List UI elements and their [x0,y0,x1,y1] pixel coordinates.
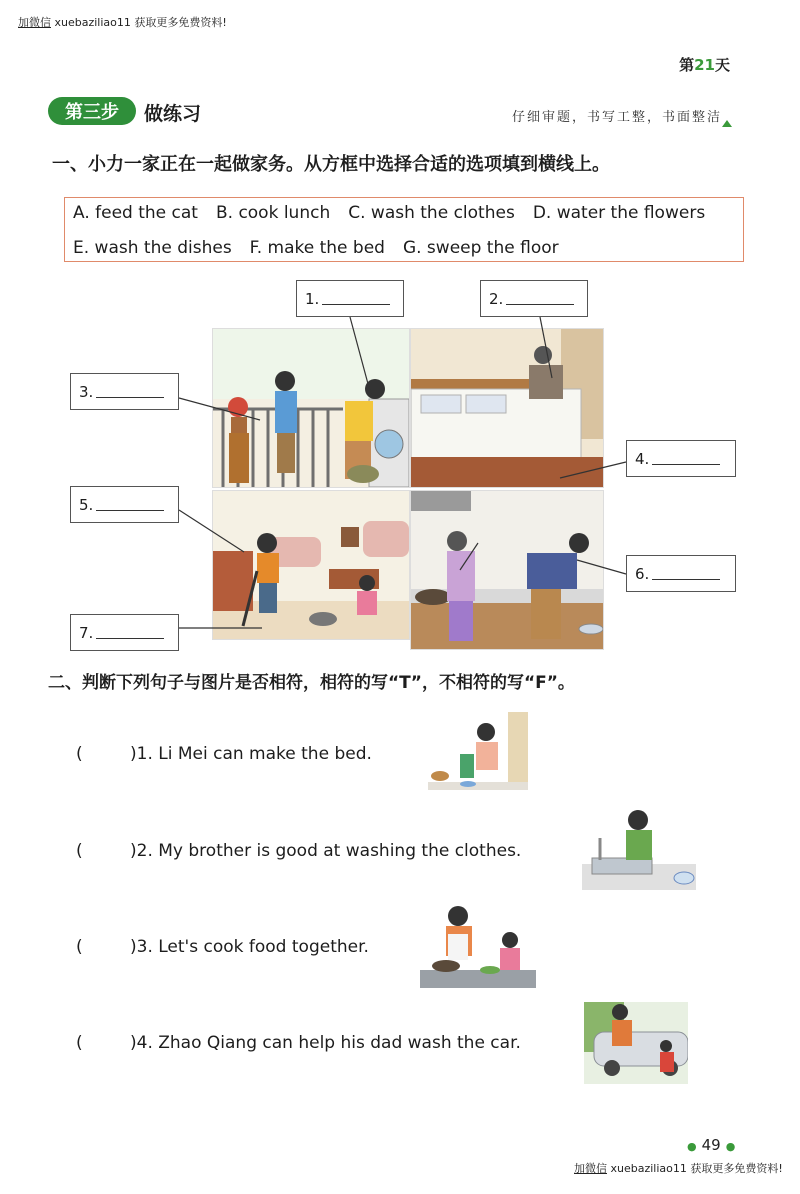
thumb-feed-cat [428,712,528,790]
step-motto: 仔细审题，书写工整，书面整洁 [511,110,722,125]
watermark-bottom-text: xuebaziliao11 获取更多免费资料! [607,1162,783,1175]
answer-paren[interactable]: ( [76,744,83,764]
blank-2-label: 2. [489,289,504,308]
answer-line [652,567,720,580]
paren-close: ) [130,841,137,861]
tf-item-2 [76,841,521,861]
tf-item-3 [76,937,369,957]
blank-3[interactable] [70,373,179,410]
watermark-bottom-link: 加微信 [574,1162,607,1175]
option-d: D. water the flowers [532,203,706,223]
cook-together-illustration [420,904,536,988]
answer-line [322,292,390,305]
bullet-icon: ● [687,1140,697,1153]
option-c: C. wash the clothes [348,203,515,223]
tf-item-4-text: 4. Zhao Qiang can help his dad wash the car. [136,1033,521,1053]
blank-7[interactable] [70,614,179,651]
blank-6[interactable] [626,555,736,592]
answer-line [652,452,720,465]
blank-7-label: 7. [79,623,94,642]
feed-cat-illustration [428,712,528,790]
tf-item-4 [76,1033,521,1053]
day-suffix: 天 [714,56,730,74]
thumb-wash-dishes [582,808,696,890]
answer-paren[interactable]: ( [76,1033,83,1053]
answer-line [506,292,574,305]
option-b: B. cook lunch [215,203,331,223]
wash-car-illustration [584,1002,688,1084]
answer-paren[interactable]: ( [76,841,83,861]
blank-2[interactable] [480,280,588,317]
wash-dishes-illustration [582,808,696,890]
paren-close: ) [130,937,137,957]
page-number [682,1136,740,1154]
tf-item-1 [76,744,372,764]
blank-5[interactable] [70,486,179,523]
paren-close: ) [130,744,137,764]
blank-3-label: 3. [79,382,94,401]
paren-close: ) [130,1033,137,1053]
thumb-wash-car [584,1002,688,1084]
thumb-cook-together [420,904,536,988]
step-badge: 第三步 [48,97,136,125]
blank-1-label: 1. [305,289,320,308]
answer-line [96,498,164,511]
watermark-top-text: xuebaziliao11 获取更多免费资料! [51,16,227,29]
tf-item-3-text: 3. Let's cook food together. [136,937,369,957]
blank-6-label: 6. [635,564,650,583]
day-prefix: 第 [679,56,695,74]
watermark-top-link: 加微信 [18,16,51,29]
watermark-bottom [574,1160,783,1176]
step-title: 做练习 [144,103,202,125]
page-number-value: 49 [701,1136,721,1154]
question2-title: 二、判断下列句子与图片是否相符，相符的写“T”，不相符的写“F”。 [48,673,575,693]
option-f: F. make the bed [249,238,385,258]
day-number: 21 [694,56,715,74]
blank-4[interactable] [626,440,736,477]
answer-paren[interactable]: ( [76,937,83,957]
tf-item-1-text: 1. Li Mei can make the bed. [136,744,372,764]
answer-line [96,385,164,398]
blank-4-label: 4. [635,449,650,468]
blank-5-label: 5. [79,495,94,514]
option-a: A. feed the cat [73,203,198,223]
answer-line [96,626,164,639]
blank-1[interactable] [296,280,404,317]
bullet-icon: ● [725,1140,736,1153]
question1-title: 一、小力一家正在一起做家务。从方框中选择合适的选项填到横线上。 [52,154,610,175]
option-g: G. sweep the floor [402,238,559,258]
option-e: E. wash the dishes [73,238,232,258]
tf-item-2-text: 2. My brother is good at washing the clothes. [136,841,522,861]
